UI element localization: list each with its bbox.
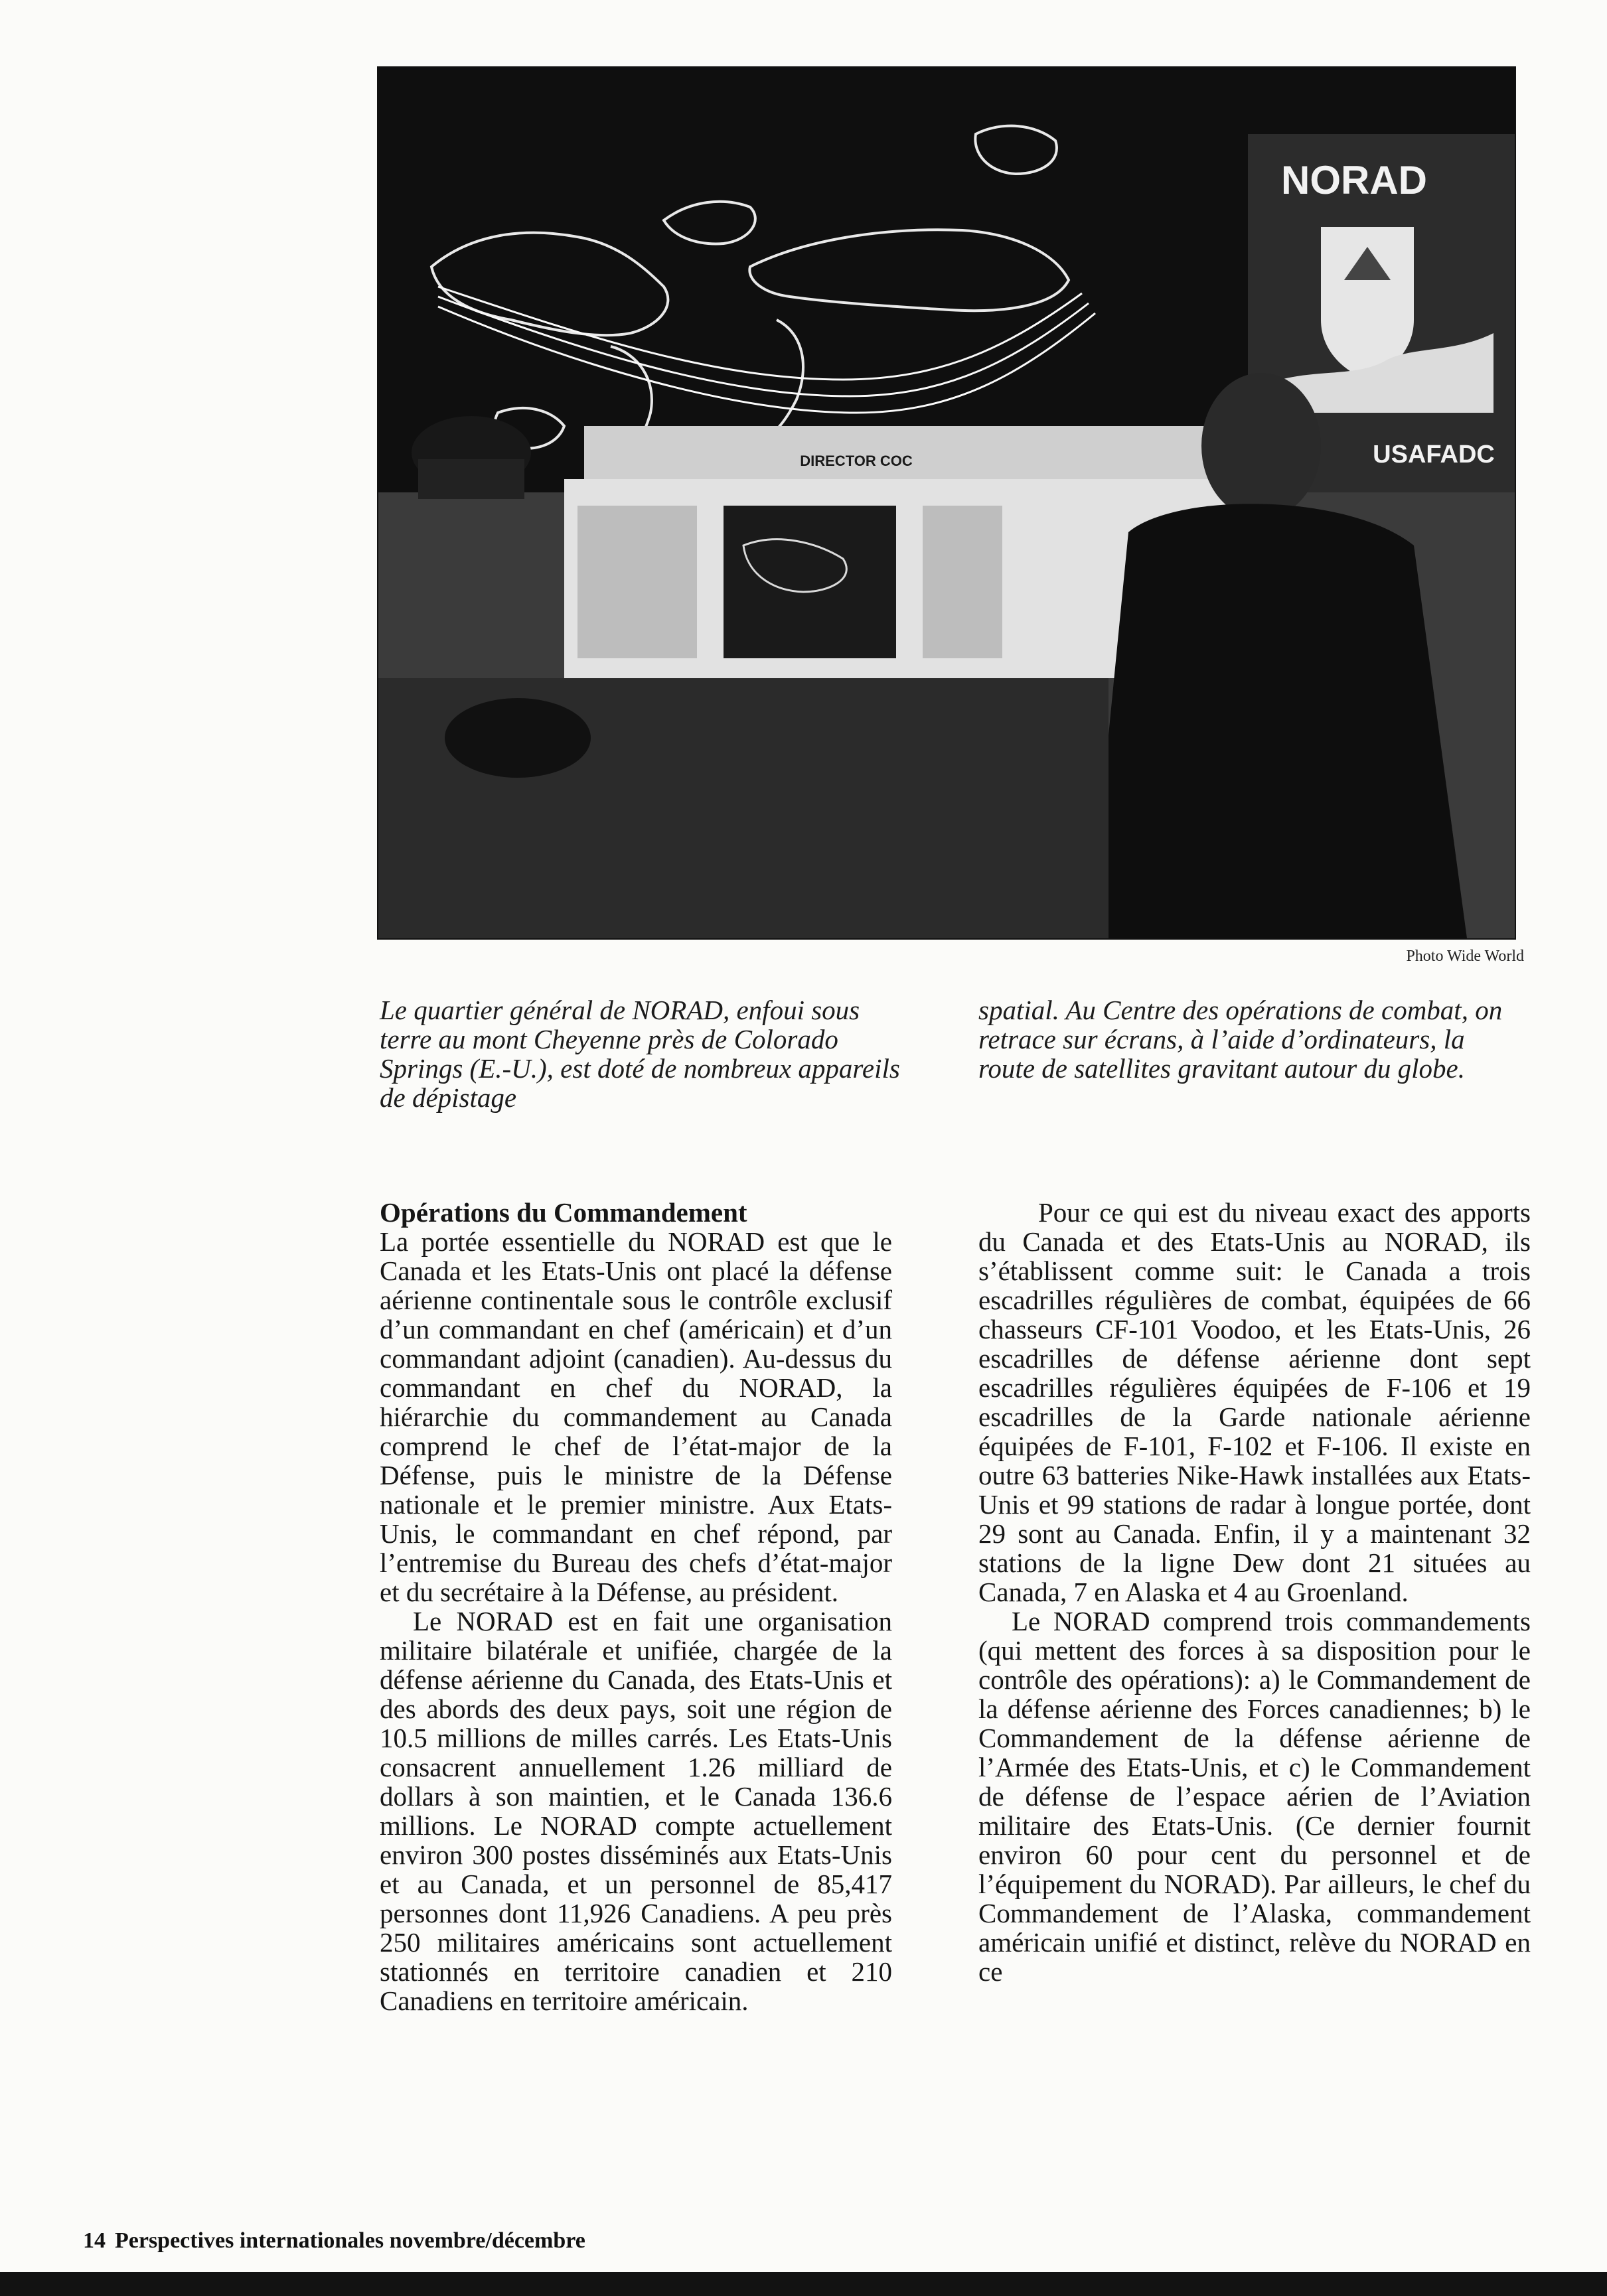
operator-figure bbox=[1201, 373, 1321, 519]
page-footer bbox=[83, 2228, 585, 2254]
console-header bbox=[584, 426, 1281, 479]
photo-credit: Photo Wide World bbox=[1406, 948, 1524, 965]
photo-caption-left: Le quartier général de NORAD, enfoui sous terre au mont Cheyenne près de Colorado Springs (E.-U.), est doté de nombreux appareils de dépistage bbox=[380, 995, 900, 1113]
console-label: DIRECTOR COC bbox=[800, 453, 913, 469]
article-column-left bbox=[380, 1198, 892, 2015]
norad-sign: NORAD bbox=[1281, 158, 1427, 202]
paragraph: Le NORAD comprend trois commandements (qui mettent des forces à sa disposition pour le contrôle des opérations): a) le Commandement de la défense aérienne des Forces canadiennes; b) le Commandement de la défense aérienne de l’Armée des Etats-Unis, et c) le Commandement de défense de l’espace aérien de l’Aviation militaire des Etats-Unis. (Ce dernier fournit environ 60 pour cent du personnel et de l’équipement du NORAD). Par ailleurs, le chef du Commandement de l’Alaska, commandement américain unifié et distinct, relève du NORAD en ce bbox=[978, 1606, 1531, 1987]
photo-caption-right: spatial. Au Centre des opérations de combat, on retrace sur écrans, à l’aide d’ordinateurs, la route de satellites gravitant autour du globe. bbox=[978, 995, 1503, 1084]
page-number: 14 bbox=[83, 2228, 106, 2253]
photo-illustration bbox=[378, 68, 1515, 938]
paragraph: Pour ce qui est du niveau exact des apports du Canada et des Etats-Unis au NORAD, ils s’établissent comme suit: le Canada a trois escadrilles régulières de combat, équipées de 66 chasseurs CF-101 Voodoo, et les Etats-Unis, 26 escadrilles de défense aérienne dont sept escadrilles régulières équipées de F-106 et 19 escadrilles de la Garde nationale aérienne équipées de F-101, F-102 et F-106. Il existe en outre 63 batteries Nike-Hawk installées aux Etats-Unis et 99 stations de radar à longue portée, dont 29 sont au Canada. Enfin, il y a maintenant 32 stations de la ligne Dew dont 21 situées au Canada, 7 en Alaska et 4 au Groenland. bbox=[978, 1197, 1531, 1607]
article-column-right bbox=[978, 1198, 1531, 1986]
console-screen bbox=[724, 506, 896, 658]
section-heading: Opérations du Commandement bbox=[380, 1197, 747, 1228]
paragraph: Le NORAD est en fait une organisation militaire bilatérale et unifiée, chargée de la défense aérienne du Canada, des Etats-Unis et des abords des deux pays, soit une région de 10.5 millions de milles carrés. Les Etats-Unis consacrent annuellement 1.26 milliard de dollars à son maintien, et le Canada 136.6 millions. Le NORAD compte actuellement environ 300 postes disséminés aux Etats-Unis et au Canada, et un personnel de 85,417 personnes dont 11,926 Canadiens. A peu près 250 militaires américains sont actuellement stationnés en territoire canadien et 210 Canadiens en territoire américain. bbox=[380, 1606, 892, 2016]
paragraph: La portée essentielle du NORAD est que le Canada et les Etats-Unis ont placé la défense aérienne continentale sous le contrôle exclusif d’un commandant en chef (américain) et d’un commandant adjoint (canadien). Au-dessus du commandant en chef du NORAD, la hiérarchie du commandement au Canada comprend le chef de l’état-major de la Défense, puis le ministre de la Défense nationale et le premier ministre. Aux Etats-Unis, le commandant en chef répond, par l’entremise du Bureau des chefs d’état-major et du secrétaire à la Défense, au président. bbox=[380, 1226, 892, 1607]
publication-title: Perspectives internationales novembre/décembre bbox=[115, 2228, 585, 2253]
usafadc-sign: USAFADC bbox=[1373, 441, 1495, 468]
norad-photo bbox=[377, 66, 1516, 940]
scan-edge bbox=[0, 2272, 1607, 2296]
